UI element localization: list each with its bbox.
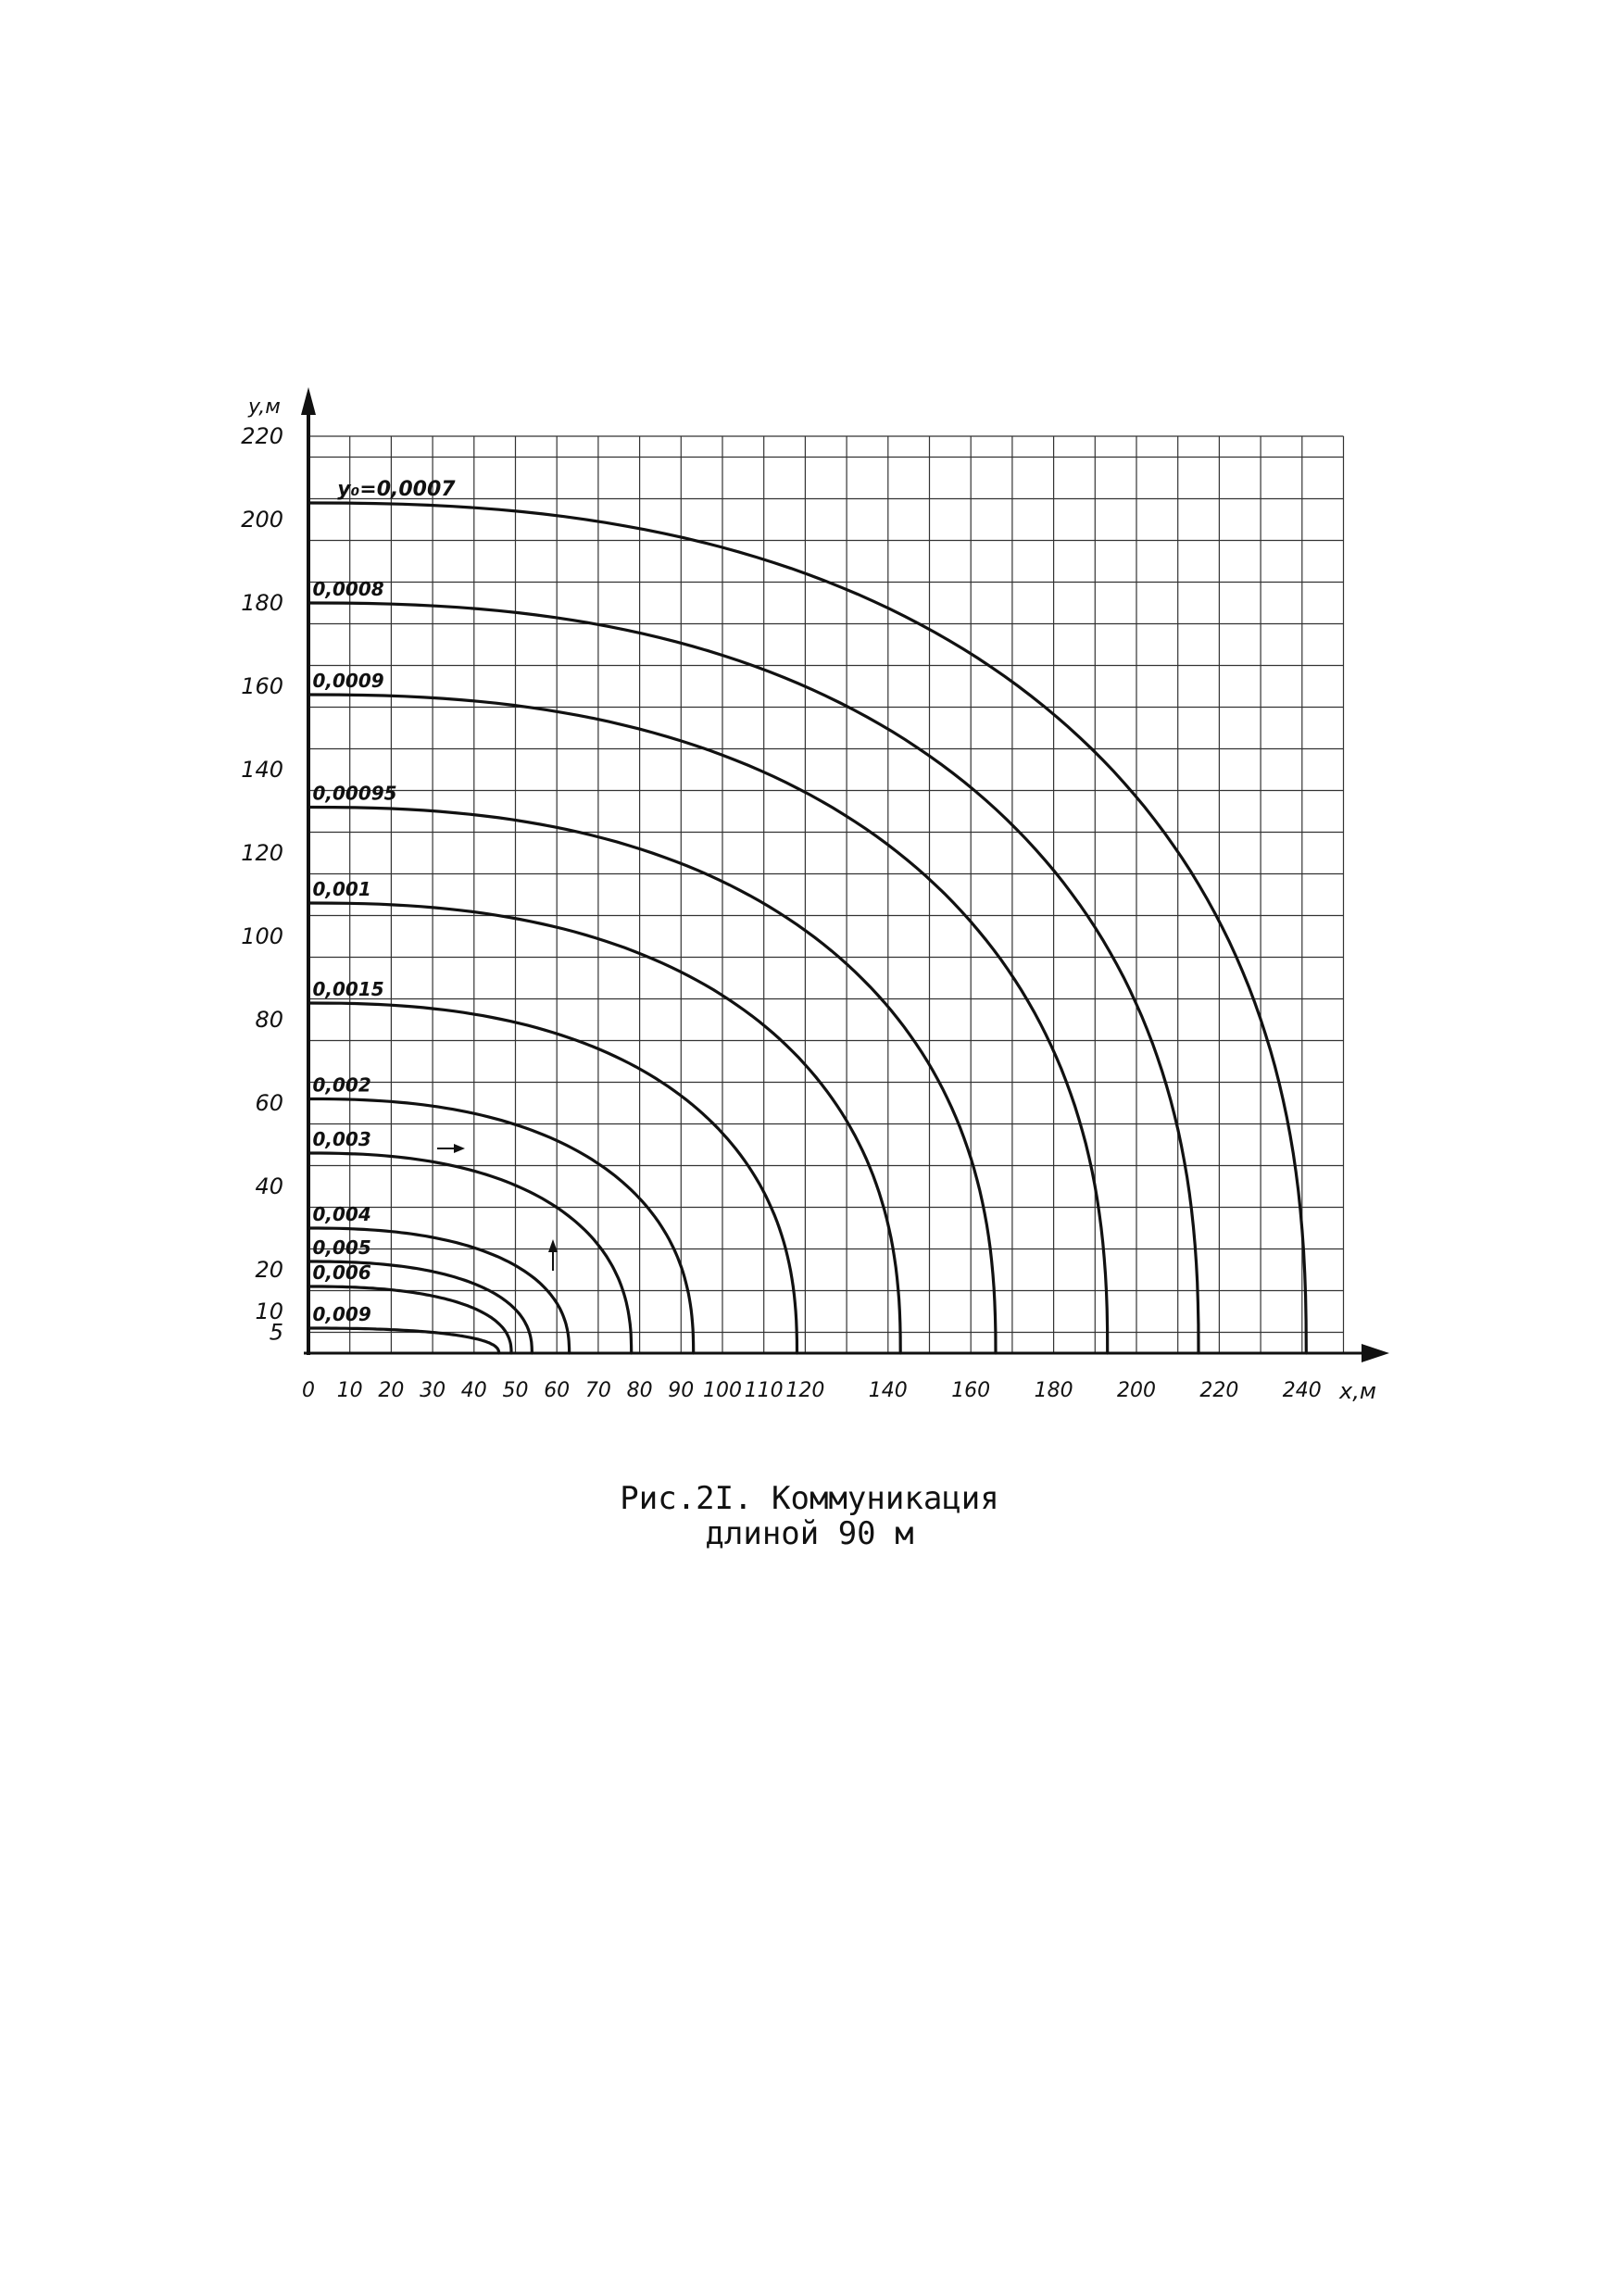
y-tick-label: 60 bbox=[255, 1090, 283, 1116]
series-label: 0,004 bbox=[312, 1203, 371, 1225]
x-tick-label: 50 bbox=[502, 1379, 529, 1402]
y-tick-label: 120 bbox=[241, 840, 283, 866]
x-tick-label: 180 bbox=[1034, 1379, 1073, 1402]
x-axis-arrow bbox=[1362, 1344, 1389, 1362]
series-label: 0,009 bbox=[312, 1303, 371, 1325]
y-tick-label: 5 bbox=[269, 1319, 283, 1346]
x-tick-label: 160 bbox=[951, 1379, 991, 1402]
curves bbox=[308, 503, 1306, 1353]
y-tick-label: 220 bbox=[241, 423, 283, 449]
x-tick-label: 100 bbox=[703, 1379, 742, 1402]
y-axis-arrow bbox=[301, 387, 316, 415]
x-tick-label: 30 bbox=[420, 1379, 446, 1402]
series-curve bbox=[308, 503, 1306, 1353]
series-label: 0,005 bbox=[312, 1236, 371, 1259]
x-tick-label: 0 bbox=[302, 1379, 315, 1402]
x-tick-label: 140 bbox=[868, 1379, 908, 1402]
x-tick-label: 240 bbox=[1282, 1379, 1322, 1402]
series-label: y₀=0,0007 bbox=[337, 478, 456, 501]
y-tick-label: 10 bbox=[255, 1299, 283, 1324]
y-tick-label: 100 bbox=[241, 923, 283, 949]
series-label: 0,0008 bbox=[312, 578, 384, 600]
y-axis-label: y,м bbox=[248, 395, 281, 419]
x-tick-label: 110 bbox=[744, 1379, 784, 1402]
series-label: 0,0009 bbox=[312, 670, 384, 692]
x-axis-label: x,м bbox=[1339, 1378, 1376, 1404]
y-tick-label: 80 bbox=[255, 1007, 283, 1033]
y-tick-label: 140 bbox=[241, 757, 283, 783]
series-label: 0,00095 bbox=[312, 782, 397, 805]
y-tick-label: 200 bbox=[241, 507, 283, 533]
series-label: 0,001 bbox=[312, 878, 371, 900]
x-tick-label: 70 bbox=[584, 1379, 611, 1402]
y-tick-label: 160 bbox=[241, 673, 283, 699]
series-curve bbox=[308, 695, 1108, 1353]
figure-caption-line2: длиной 90 м bbox=[705, 1515, 914, 1552]
x-tick-label: 10 bbox=[336, 1379, 363, 1402]
series-curve bbox=[308, 808, 996, 1354]
x-tick-label: 90 bbox=[668, 1379, 695, 1402]
y-tick-label: 20 bbox=[255, 1257, 283, 1283]
x-tick-label: 40 bbox=[460, 1379, 487, 1402]
series-label: 0,006 bbox=[312, 1261, 371, 1284]
series-curve bbox=[308, 903, 900, 1353]
x-tick-label: 20 bbox=[378, 1379, 405, 1402]
x-tick-label: 60 bbox=[544, 1379, 571, 1402]
series-label: 0,0015 bbox=[312, 978, 384, 1000]
figure-caption-line1: Рис.2I. Коммуникация bbox=[620, 1480, 999, 1517]
series-curve bbox=[308, 1003, 797, 1353]
annotation-arrow-up bbox=[548, 1239, 558, 1271]
x-tick-label: 200 bbox=[1117, 1379, 1156, 1402]
x-tick-label: 80 bbox=[626, 1379, 653, 1402]
annotation-arrow-right bbox=[437, 1144, 465, 1153]
grid bbox=[308, 436, 1344, 1353]
x-tick-label: 220 bbox=[1199, 1379, 1239, 1402]
y-tick-label: 180 bbox=[241, 590, 283, 616]
series-label: 0,003 bbox=[312, 1128, 371, 1150]
axes bbox=[301, 387, 1389, 1362]
x-tick-label: 120 bbox=[785, 1379, 825, 1402]
series-label: 0,002 bbox=[312, 1073, 371, 1097]
y-tick-label: 40 bbox=[255, 1173, 283, 1199]
